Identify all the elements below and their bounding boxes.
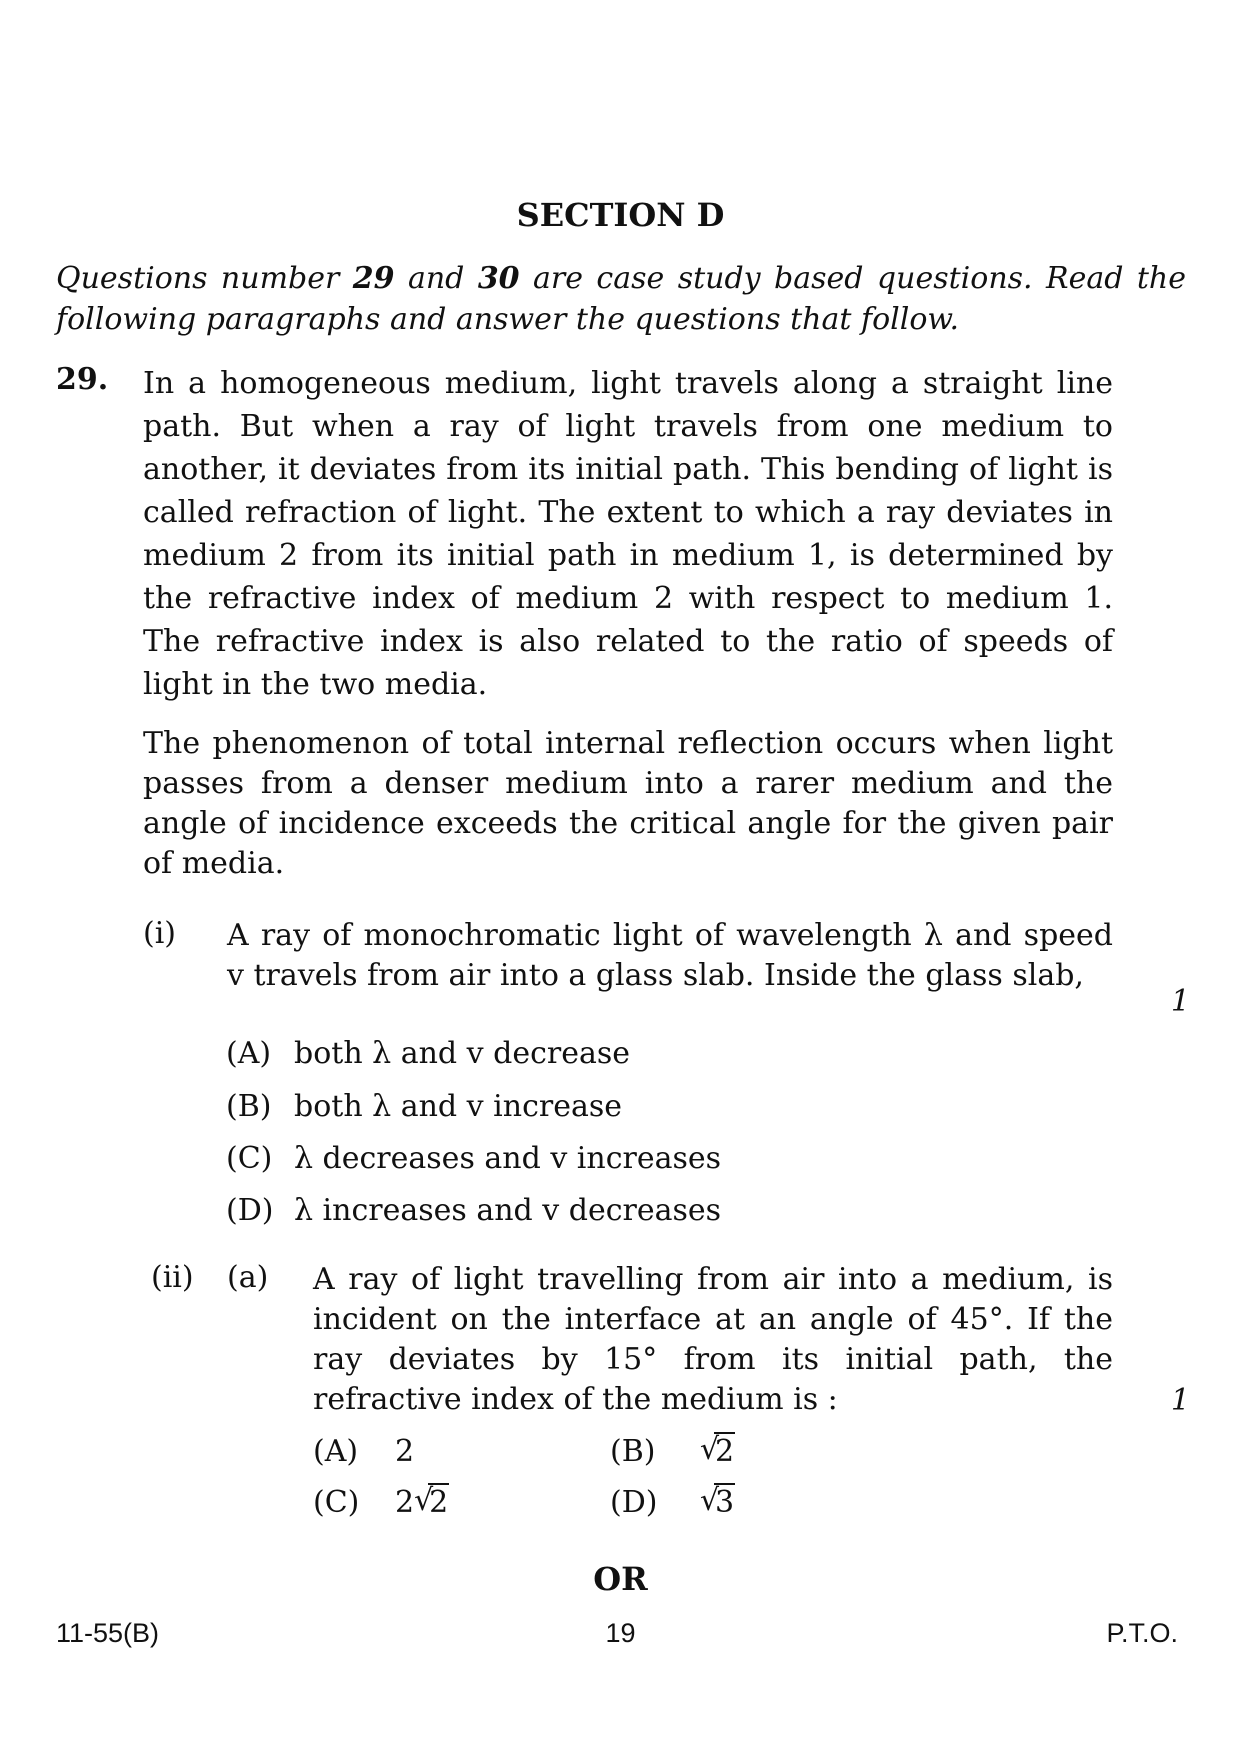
instructions <box>56 258 1186 340</box>
or-divider: OR <box>593 1560 648 1598</box>
radical-sign: √ <box>700 1483 720 1518</box>
page-number: 19 <box>605 1618 636 1648</box>
option-ii-d[interactable] <box>610 1485 735 1520</box>
radical-sign: √ <box>414 1483 434 1518</box>
option-i-b[interactable] <box>226 1089 622 1124</box>
square-root-expression <box>700 1485 735 1520</box>
option-i-a[interactable] <box>226 1036 630 1071</box>
square-root-expression <box>414 1485 449 1520</box>
subquestion-i-label: (i) <box>143 916 177 951</box>
subquestion-ii-part-label: (a) <box>227 1260 269 1295</box>
question-number-29-ref: 29 <box>352 261 395 296</box>
subquestion-ii-text: A ray of light travelling from air into a medium, is incident on the interface at an angle of 45°. If the ray deviates by 15° from its initial path, the refractive index of the medium is : <box>313 1262 1113 1417</box>
option-label: (B) <box>610 1434 656 1469</box>
instructions-part2: and <box>394 261 478 296</box>
option-label: (A) <box>313 1434 359 1469</box>
radicand: 2 <box>429 1485 449 1520</box>
option-coef: 2 <box>395 1485 415 1520</box>
option-label: (B) <box>226 1089 272 1124</box>
question-number: 29. <box>56 362 109 397</box>
option-label: (D) <box>610 1485 658 1520</box>
option-text: 2 <box>395 1434 415 1469</box>
option-ii-c[interactable] <box>313 1485 449 1520</box>
question-number-30-ref: 30 <box>477 261 520 296</box>
option-ii-b[interactable] <box>610 1434 735 1469</box>
please-turn-over: P.T.O. <box>1106 1618 1178 1648</box>
option-label: (D) <box>226 1193 274 1228</box>
radicand: 3 <box>715 1485 735 1520</box>
radical-sign: √ <box>700 1432 720 1467</box>
subquestion-i-text: A ray of monochromatic light of wavelength λ and speed v travels from air into a glass slab. Inside the glass slab, <box>227 918 1113 993</box>
option-label: (C) <box>226 1141 273 1176</box>
option-i-c[interactable] <box>226 1141 721 1176</box>
instructions-part1: Questions number <box>56 261 353 296</box>
option-label: (C) <box>313 1485 360 1520</box>
option-ii-a[interactable] <box>313 1434 414 1469</box>
case-study-paragraph-2: The phenomenon of total internal reflection occurs when light passes from a denser medium into a rarer medium and the angle of incidence exceeds the critical angle for the given pair of media. <box>143 726 1113 881</box>
instructions-part3: are case study based questions. Read the following paragraphs and answer the questions that follow. <box>56 261 1187 337</box>
option-text: both λ and v decrease <box>294 1036 631 1071</box>
square-root-expression <box>700 1434 735 1469</box>
paper-code: 11-55(B) <box>56 1618 160 1648</box>
option-text: λ increases and v decreases <box>294 1193 722 1228</box>
subquestion-ii-marks: 1 <box>1170 1383 1190 1418</box>
section-title: SECTION D <box>516 196 725 234</box>
option-text: λ decreases and v increases <box>294 1141 722 1176</box>
option-i-d[interactable] <box>226 1193 721 1228</box>
option-label: (A) <box>226 1036 272 1071</box>
subquestion-ii-label: (ii) <box>151 1260 194 1295</box>
case-study-paragraph-1: In a homogeneous medium, light travels along a straight line path. But when a ray of light travels from one medium to another, it deviates from its initial path. This bending of light is called refraction of light. The extent to which a ray deviates in medium 2 from its initial path in medium 1, is determined by the refractive index of medium 2 with respect to medium 1. The refractive index is also related to the ratio of speeds of light in the two media. <box>143 366 1113 702</box>
subquestion-i-marks: 1 <box>1170 984 1190 1019</box>
radicand: 2 <box>715 1434 735 1469</box>
option-text: both λ and v increase <box>294 1089 623 1124</box>
